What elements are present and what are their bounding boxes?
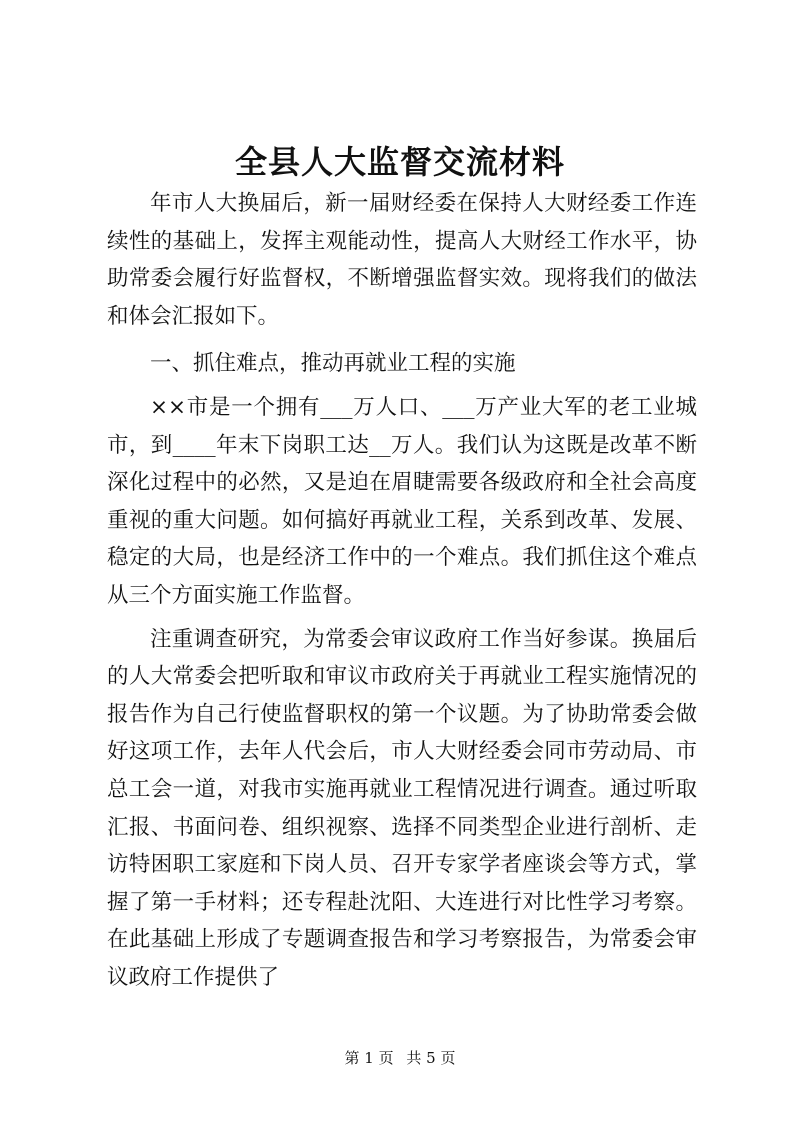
section-heading: 一、抓住难点，推动再就业工程的实施	[150, 351, 516, 377]
paragraph-research: 注重调查研究，为常委会审议政府工作当好参谋。换届后的人大常委会把听取和审议市政府关于再就业工程实施情况的报告作为自己行使监督职权的第一个议题。为了协助常委会做好这项工作，去年人代会后，市人大财经委会同市劳动局、市总工会一道，对我市实施再就业工程情况进行调查。通过听取汇报、书面问卷、组织视察、选择不同类型企业进行剖析、走访特困职工家庭和下岗人员、召开专家学者座谈会等方式，掌握了第一手材料；还专程赴沈阳、大连进行对比性学习考察。在此基础上形成了专题调查报告和学习考察报告，为常委会审议政府工作提供了	[107, 626, 697, 990]
page-total: 共 5 页	[406, 1049, 456, 1067]
page-number: 第 1 页	[344, 1049, 394, 1067]
document-body	[107, 185, 697, 996]
document-title: 全县人大监督交流材料	[234, 143, 565, 181]
page-footer	[0, 1048, 800, 1068]
paragraph-background: ××市是一个拥有___万人口、___万产业大军的老工业城市，到____年末下岗职工达__万人。我们认为这既是改革不断深化过程中的必然，又是迫在眉睫需要各级政府和全社会高度重视的重大问题。如何搞好再就业工程，关系到改革、发展、稳定的大局，也是经济工作中的一个难点。我们抓住这个难点从三个方面实施工作监督。	[107, 394, 697, 608]
paragraph-gap	[107, 335, 697, 341]
paragraph-intro: 年市人大换届后，新一届财经委在保持人大财经委工作连续性的基础上，发挥主观能动性，提高人大财经工作水平，协助常委会履行好监督权，不断增强监督实效。现将我们的做法和体会汇报如下。	[107, 191, 697, 329]
